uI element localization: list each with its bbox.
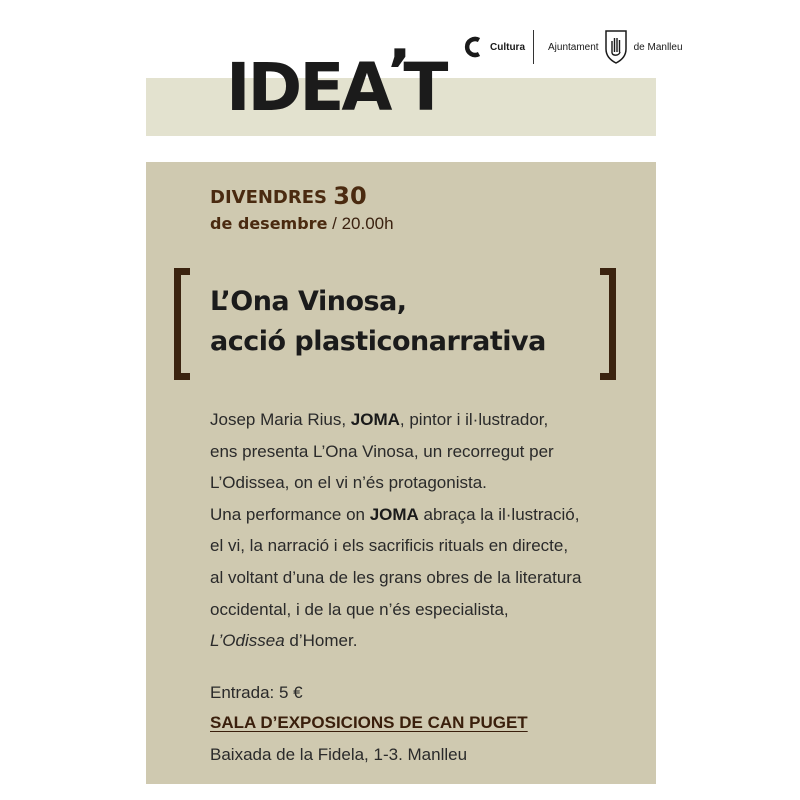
venue-address: Baixada de la Fidela, 1-3. Manlleu — [210, 745, 468, 764]
logo-divider — [533, 30, 534, 64]
event-month: de desembre — [210, 214, 328, 233]
description-line — [210, 404, 630, 436]
description-line: ens presenta L’Ona Vinosa, un recorregut per — [210, 441, 554, 461]
description-line — [210, 625, 630, 657]
c-logo-icon — [462, 34, 484, 60]
event-day: 30 — [333, 182, 367, 210]
text-span: abraça la il·lustració, — [418, 504, 580, 524]
left-bracket — [174, 268, 190, 380]
brand-left: IDEA — [226, 49, 390, 126]
text-span: , pintor i il·lustrador, — [399, 410, 549, 429]
book-title: L’Odissea — [210, 631, 285, 651]
date-separator: / — [327, 214, 342, 233]
artist-name: JOMA — [350, 410, 400, 429]
ticket-price: Entrada: 5 € — [210, 683, 303, 702]
text-span: Una performance on — [210, 504, 370, 524]
description-line: el vi, la narració i els sacrificis rituals en directe, — [210, 536, 569, 556]
shield-icon — [604, 29, 628, 65]
municipality-label: de Manlleu — [633, 41, 683, 53]
event-time: 20.00h — [341, 214, 394, 233]
event-title-line1: L’Ona Vinosa, — [210, 286, 407, 317]
text-span: Josep Maria Rius, — [210, 410, 351, 429]
sponsor-logos — [462, 26, 683, 68]
event-description — [210, 404, 630, 657]
text-span: d’Homer. — [284, 631, 358, 651]
event-title — [210, 282, 600, 362]
ajuntament-label: Ajuntament — [548, 41, 599, 53]
cultura-label: Cultura — [490, 41, 525, 53]
description-line: L’Odissea, on el vi n’és protagonista. — [210, 473, 487, 493]
brand-apostrophe: ’ — [386, 37, 409, 107]
event-date — [210, 183, 394, 237]
venue-name: SALA D’EXPOSICIONS DE CAN PUGET — [210, 713, 528, 732]
event-title-line2: acció plasticonarrativa — [210, 326, 546, 357]
event-weekday: DIVENDRES — [210, 187, 327, 208]
right-bracket — [600, 268, 616, 380]
description-line — [210, 499, 630, 531]
description-line: occidental, i de la que n’és especialista, — [210, 599, 509, 619]
description-line: al voltant d’una de les grans obres de la literatura — [210, 567, 582, 587]
ideat-logo — [226, 37, 446, 126]
artist-name: JOMA — [369, 504, 419, 524]
brand-right: T — [403, 49, 446, 126]
